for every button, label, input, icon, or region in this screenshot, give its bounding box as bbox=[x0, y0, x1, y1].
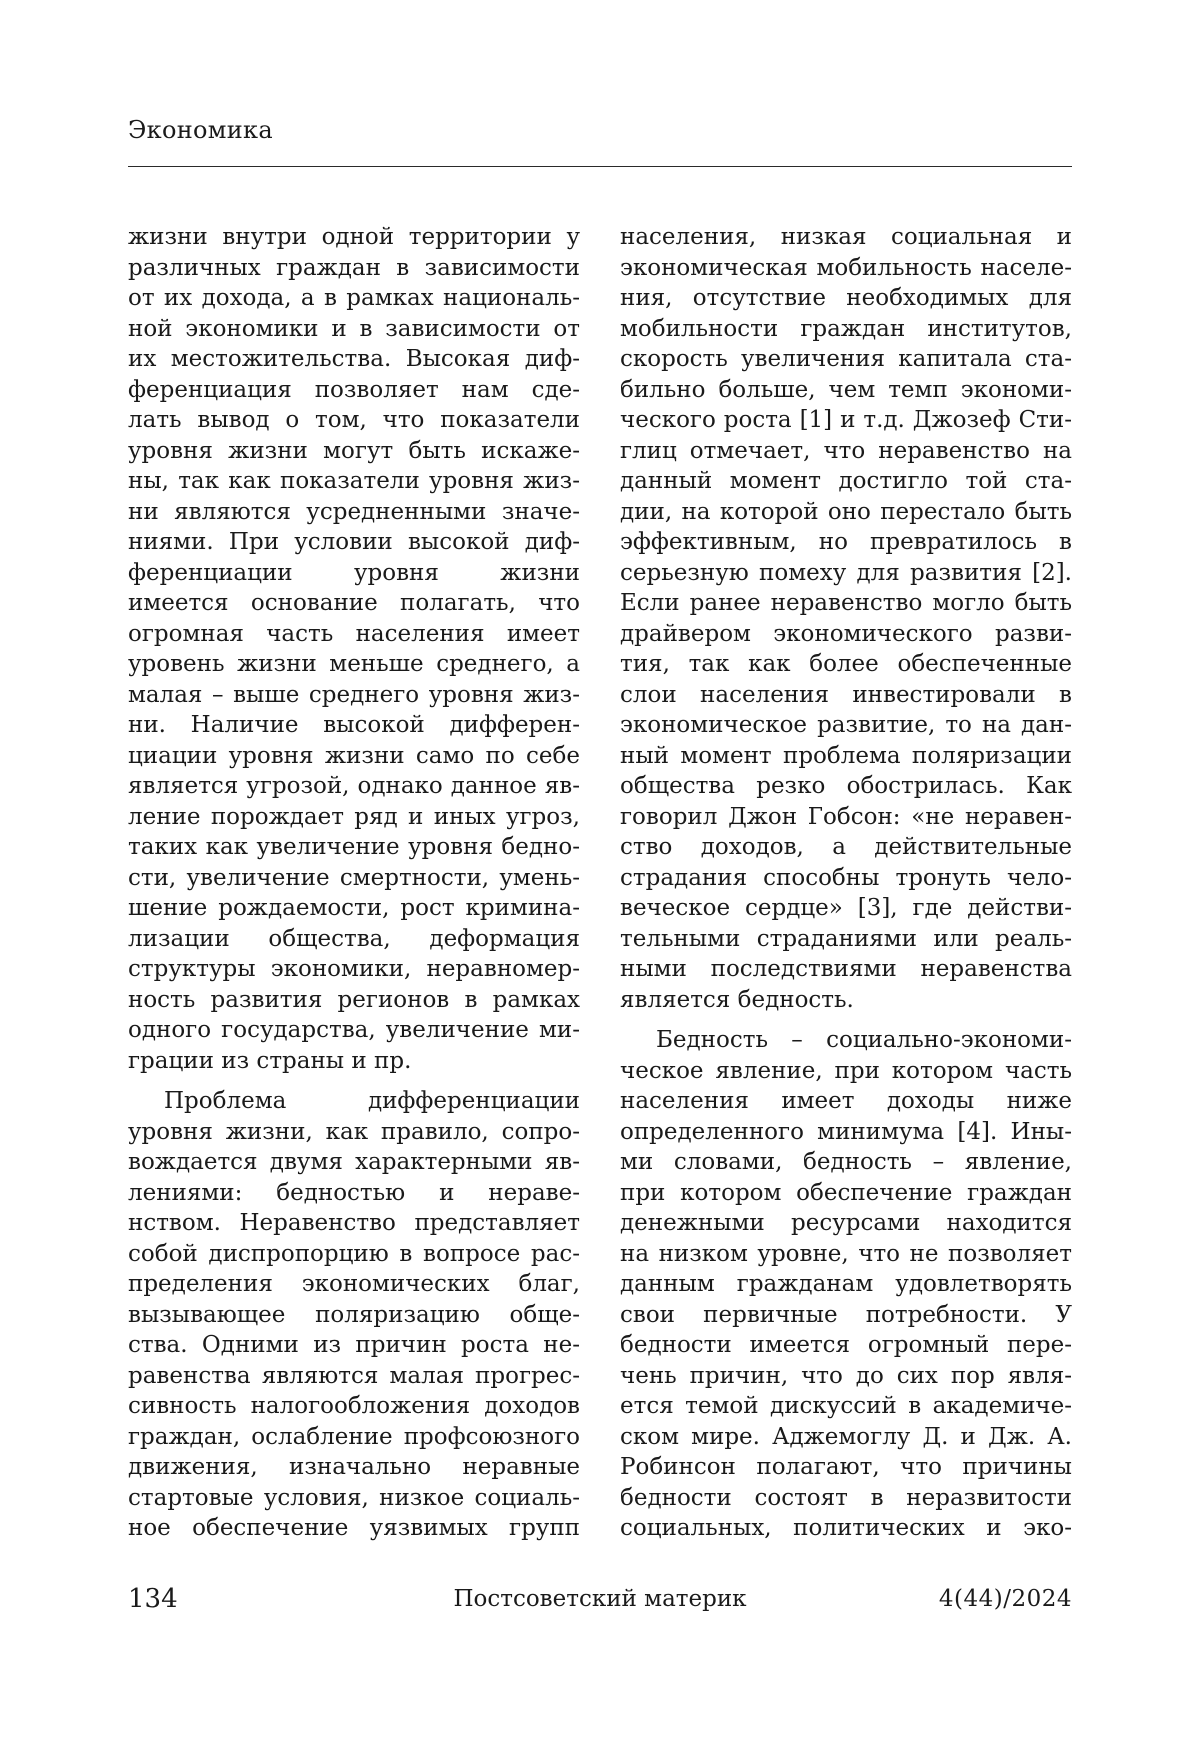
text-line: ства. Одними из причин роста не- bbox=[128, 1332, 580, 1358]
text-line: скорость увеличения капитала ста- bbox=[620, 346, 1072, 372]
text-line: одного государства, увеличение ми- bbox=[128, 1017, 580, 1043]
text-line: ском мире. Аджемоглу Д. и Дж. А. bbox=[620, 1423, 1072, 1450]
text-line: стартовые условия, низкое социаль- bbox=[128, 1484, 580, 1511]
text-line: сти, увеличение смертности, умень- bbox=[128, 864, 580, 891]
text-line: ление порождает ряд и иных угроз, bbox=[128, 803, 580, 830]
text-line: общества резко обострилась. Как bbox=[620, 773, 1072, 799]
text-line: таких как увеличение уровня бедно- bbox=[128, 834, 580, 860]
text-line: нством. Неравенство представляет bbox=[128, 1210, 580, 1236]
text-line: циации уровня жизни само по себе bbox=[128, 742, 580, 769]
text-line: уровня жизни могут быть искаже- bbox=[128, 437, 580, 464]
text-line: малая – выше среднего уровня жиз- bbox=[128, 681, 580, 708]
issue-number: 4(44)/2024 bbox=[938, 1586, 1072, 1612]
text-line: мобильности граждан институтов, bbox=[620, 315, 1072, 342]
text-line: населения, низкая социальная и bbox=[620, 224, 1072, 250]
page-number: 134 bbox=[128, 1584, 178, 1614]
text-line: драйвером экономического разви- bbox=[620, 620, 1072, 647]
text-line: лениями: бедностью и нераве- bbox=[128, 1179, 580, 1206]
text-line: серьезную помеху для развития [2]. bbox=[620, 559, 1072, 586]
text-line: ческое явление, при котором часть bbox=[620, 1057, 1072, 1084]
text-line: социальных, политических и эко- bbox=[620, 1515, 1072, 1541]
text-line: данным гражданам удовлетворять bbox=[620, 1271, 1072, 1297]
text-line: грации из страны и пр. bbox=[128, 1047, 412, 1074]
text-line: ниями. При условии высокой диф- bbox=[128, 529, 580, 555]
text-line: на низком уровне, что не позволяет bbox=[620, 1240, 1072, 1267]
text-line: глиц отмечает, что неравенство на bbox=[620, 437, 1072, 464]
text-line: ференциация позволяет нам сде- bbox=[128, 376, 580, 403]
paragraph-gap bbox=[620, 1015, 1072, 1025]
text-line: тия, так как более обеспеченные bbox=[620, 651, 1072, 677]
text-line: Бедность – социально-экономи- bbox=[656, 1027, 1072, 1053]
text-line: Робинсон полагают, что причины bbox=[620, 1454, 1072, 1480]
text-line: ния, отсутствие необходимых для bbox=[620, 285, 1072, 311]
text-line: ство доходов, а действительные bbox=[620, 834, 1072, 860]
text-column-right bbox=[620, 222, 1072, 1544]
text-line: при котором обеспечение граждан bbox=[620, 1179, 1072, 1206]
text-line: тельными страданиями или реаль- bbox=[620, 925, 1072, 952]
text-line: граждан, ослабление профсоюзного bbox=[128, 1423, 580, 1450]
text-line: жизни внутри одной территории у bbox=[128, 224, 580, 250]
text-line: ческого роста [1] и т.д. Джозеф Сти- bbox=[620, 407, 1072, 433]
paragraph-gap bbox=[128, 1076, 580, 1086]
header-rule bbox=[128, 166, 1072, 167]
text-line: ное обеспечение уязвимых групп bbox=[128, 1515, 580, 1541]
text-line: равенства являются малая прогрес- bbox=[128, 1362, 580, 1389]
text-line: экономическая мобильность населе- bbox=[620, 254, 1072, 281]
text-line: населения имеет доходы ниже bbox=[620, 1088, 1072, 1114]
text-line: определенного минимума [4]. Ины- bbox=[620, 1118, 1072, 1145]
text-line: ной экономики и в зависимости от bbox=[128, 315, 580, 342]
text-line: лать вывод о том, что показатели bbox=[128, 407, 580, 433]
text-line: ными последствиями неравенства bbox=[620, 956, 1072, 982]
text-line: ный момент проблема поляризации bbox=[620, 742, 1072, 769]
text-line: является бедность. bbox=[620, 986, 854, 1013]
text-line: огромная часть населения имеет bbox=[128, 620, 580, 647]
text-line: ни являются усредненными значе- bbox=[128, 498, 580, 525]
text-line: уровень жизни меньше среднего, а bbox=[128, 651, 580, 677]
text-line: экономическое развитие, то на дан- bbox=[620, 712, 1072, 738]
text-line: бедности состоят в неразвитости bbox=[620, 1484, 1072, 1511]
text-line: Если ранее неравенство могло быть bbox=[620, 590, 1072, 616]
running-head-section: Экономика bbox=[128, 116, 273, 144]
text-line: от их дохода, а в рамках националь- bbox=[128, 285, 580, 311]
text-line: является угрозой, однако данное яв- bbox=[128, 773, 580, 799]
text-line: лизации общества, деформация bbox=[128, 925, 580, 952]
text-line: вызывающее поляризацию обще- bbox=[128, 1301, 580, 1328]
text-line: эффективным, но превратилось в bbox=[620, 529, 1072, 555]
text-line: веческое сердце» [3], где действи- bbox=[620, 895, 1072, 921]
text-line: ность развития регионов в рамках bbox=[128, 986, 580, 1013]
text-line: чень причин, что до сих пор явля- bbox=[620, 1362, 1072, 1389]
page-footer bbox=[128, 1584, 1072, 1618]
text-line: сивность налогообложения доходов bbox=[128, 1393, 580, 1419]
text-line: ми словами, бедность – явление, bbox=[620, 1149, 1072, 1175]
text-line: ны, так как показатели уровня жиз- bbox=[128, 468, 580, 494]
journal-title: Постсоветский материк bbox=[453, 1586, 747, 1612]
text-line: движения, изначально неравные bbox=[128, 1454, 580, 1480]
text-line: собой диспропорцию в вопросе рас- bbox=[128, 1240, 580, 1267]
text-line: Проблема дифференциации bbox=[164, 1088, 580, 1114]
text-line: вождается двумя характерными яв- bbox=[128, 1149, 580, 1175]
text-line: данный момент достигло той ста- bbox=[620, 468, 1072, 494]
text-line: страдания способны тронуть чело- bbox=[620, 864, 1072, 891]
text-line: имеется основание полагать, что bbox=[128, 590, 580, 616]
text-line: свои первичные потребности. У bbox=[620, 1301, 1072, 1328]
text-line: их местожительства. Высокая диф- bbox=[128, 346, 580, 372]
text-line: структуры экономики, неравномер- bbox=[128, 956, 580, 982]
text-line: говорил Джон Гобсон: «не неравен- bbox=[620, 803, 1072, 830]
text-line: различных граждан в зависимости bbox=[128, 254, 580, 281]
text-line: уровня жизни, как правило, сопро- bbox=[128, 1118, 580, 1145]
text-line: дии, на которой оно перестало быть bbox=[620, 498, 1072, 525]
text-line: слои населения инвестировали в bbox=[620, 681, 1072, 708]
text-line: ференциации уровня жизни bbox=[128, 559, 580, 586]
text-line: ется темой дискуссий в академиче- bbox=[620, 1393, 1072, 1419]
text-line: пределения экономических благ, bbox=[128, 1271, 580, 1297]
text-column-left bbox=[128, 222, 580, 1544]
text-line: бедности имеется огромный пере- bbox=[620, 1332, 1072, 1358]
text-line: ни. Наличие высокой дифферен- bbox=[128, 712, 580, 738]
text-line: шение рождаемости, рост кримина- bbox=[128, 895, 580, 921]
text-line: бильно больше, чем темп экономи- bbox=[620, 376, 1072, 403]
text-line: денежными ресурсами находится bbox=[620, 1210, 1072, 1236]
